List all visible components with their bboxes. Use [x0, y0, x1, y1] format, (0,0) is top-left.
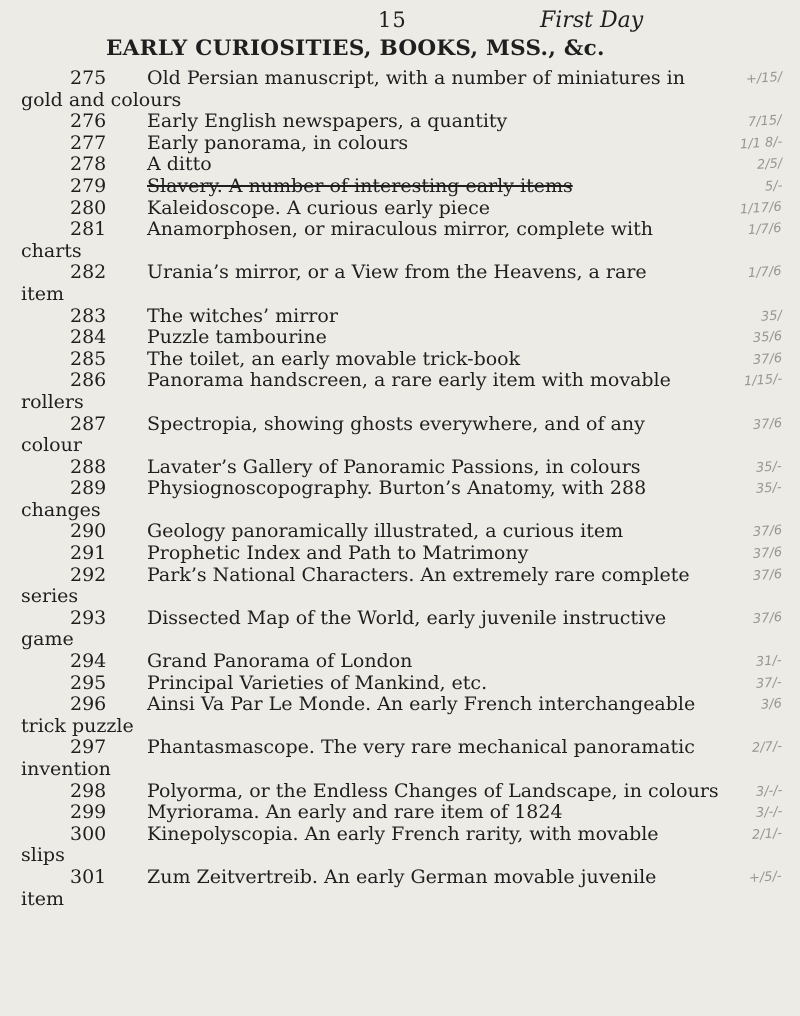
handwritten-price-note: 37/6 — [752, 566, 783, 584]
lot-number: 285 — [70, 347, 107, 370]
lot-entry — [0, 781, 800, 803]
lot-number: 280 — [70, 196, 107, 219]
lot-number: 298 — [70, 779, 107, 802]
lot-description: Zum Zeitvertreib. An early German movable juvenile — [147, 865, 657, 888]
lot-entry — [0, 262, 800, 305]
lot-number: 296 — [70, 693, 107, 716]
lot-entry — [0, 565, 800, 608]
lot-description: Panorama handscreen, a rare early item with movable — [147, 369, 671, 392]
handwritten-price-note: 37/6 — [752, 609, 783, 627]
lot-description: Myriorama. An early and rare item of 1824 — [147, 801, 563, 824]
lot-entry — [0, 673, 800, 695]
lot-number: 282 — [70, 261, 107, 284]
lot-number: 299 — [70, 801, 107, 824]
lot-entry — [0, 370, 800, 413]
lot-number: 278 — [70, 153, 107, 176]
lot-entry — [0, 457, 800, 479]
handwritten-price-note: 35/- — [755, 480, 783, 498]
catalogue-list — [0, 68, 800, 910]
lot-description: Lavater’s Gallery of Panoramic Passions, in colours — [147, 455, 641, 478]
section-title: EARLY CURIOSITIES, BOOKS, MSS., &c. — [106, 36, 605, 61]
lot-entry — [0, 543, 800, 565]
handwritten-price-note: +/5/- — [748, 868, 783, 887]
lot-description: Dissected Map of the World, early juvenile instructive — [147, 606, 667, 629]
lot-description: Physiognoscopography. Burton’s Anatomy, with 288 — [147, 477, 647, 500]
lot-number: 277 — [70, 131, 107, 154]
lot-number: 295 — [70, 671, 107, 694]
handwritten-price-note: 37/6 — [752, 545, 783, 563]
lot-number: 275 — [70, 67, 107, 89]
lot-number: 292 — [70, 563, 107, 586]
lot-entry — [0, 478, 800, 521]
lot-entry — [0, 111, 800, 133]
handwritten-price-note: 2/7/- — [751, 739, 783, 757]
lot-number: 276 — [70, 110, 107, 133]
lot-description: Principal Varieties of Mankind, etc. — [147, 671, 488, 694]
handwritten-price-note: 1/1 8/- — [739, 134, 783, 153]
handwritten-price-note: 35/ — [760, 307, 783, 325]
handwritten-price-note: 35/- — [755, 458, 783, 476]
lot-number: 294 — [70, 650, 107, 673]
handwritten-price-note: 3/-/- — [755, 782, 783, 800]
lot-number: 291 — [70, 542, 107, 565]
lot-description-continued: game — [21, 628, 74, 651]
lot-number: 288 — [70, 455, 107, 478]
handwritten-price-note: 2/5/ — [756, 156, 783, 174]
handwritten-price-note: 1/7/6 — [747, 264, 783, 282]
lot-entry — [0, 349, 800, 371]
lot-description-continued: gold and colours — [21, 88, 182, 111]
lot-entry — [0, 651, 800, 673]
lot-description-continued: invention — [21, 758, 111, 780]
lot-number: 289 — [70, 477, 107, 500]
lot-description-continued: item — [21, 887, 64, 910]
handwritten-price-note: 1/15/- — [743, 371, 783, 390]
handwritten-price-note: +/15/ — [745, 69, 783, 88]
handwritten-price-note: 1/7/6 — [747, 221, 783, 239]
lot-entry — [0, 68, 800, 111]
lot-number: 284 — [70, 326, 107, 349]
handwritten-price-note: 31/- — [755, 653, 783, 670]
lot-entry — [0, 521, 800, 543]
handwritten-price-note: 1/17/6 — [739, 199, 783, 218]
lot-description: Puzzle tambourine — [147, 326, 327, 349]
lot-description: Park’s National Characters. An extremely rare complete — [147, 563, 690, 586]
lot-description: Old Persian manuscript, with a number of miniatures in — [147, 67, 685, 89]
lot-description: Slavery. A number of interesting early items — [147, 174, 573, 197]
lot-description: The toilet, an early movable trick-book — [147, 347, 521, 370]
lot-description: Grand Panorama of London — [147, 650, 413, 673]
lot-description: Spectropia, showing ghosts everywhere, and of any — [147, 412, 645, 435]
lot-description-continued: item — [21, 282, 64, 305]
lot-description: Urania’s mirror, or a View from the Heavens, a rare — [147, 261, 647, 284]
handwritten-price-note: 37/6 — [752, 523, 783, 541]
handwritten-price-note: 37/6 — [752, 415, 783, 433]
lot-description: Anamorphosen, or miraculous mirror, complete with — [147, 218, 653, 241]
lot-description-continued: colour — [21, 434, 82, 457]
lot-number: 293 — [70, 606, 107, 629]
page-number: 15 — [378, 8, 407, 32]
handwritten-price-note: 7/15/ — [747, 113, 783, 131]
lot-description: The witches’ mirror — [147, 304, 338, 327]
handwritten-price-note: 3/-/- — [755, 804, 783, 822]
lot-number: 283 — [70, 304, 107, 327]
handwritten-price-note: 3/6 — [760, 696, 783, 713]
lot-entry — [0, 198, 800, 220]
handwritten-price-note: 37/- — [755, 674, 783, 692]
lot-description: Ainsi Va Par Le Monde. An early French interchangeable — [147, 693, 696, 716]
handwritten-price-note: 37/6 — [752, 350, 783, 368]
lot-description: Geology panoramically illustrated, a curious item — [147, 520, 624, 543]
lot-description: Kaleidoscope. A curious early piece — [147, 196, 490, 219]
lot-description-continued: slips — [21, 844, 65, 867]
lot-entry — [0, 694, 800, 737]
lot-number: 300 — [70, 822, 107, 845]
lot-number: 297 — [70, 736, 107, 759]
lot-description: Early English newspapers, a quantity — [147, 110, 508, 133]
lot-entry — [0, 414, 800, 457]
lot-entry — [0, 608, 800, 651]
lot-description: A ditto — [147, 153, 212, 176]
lot-number: 290 — [70, 520, 107, 543]
lot-entry — [0, 306, 800, 328]
lot-entry — [0, 737, 800, 780]
lot-description: Kinepolyscopia. An early French rarity, with movable — [147, 822, 659, 845]
lot-description-continued: charts — [21, 239, 82, 262]
lot-number: 301 — [70, 865, 107, 888]
lot-entry — [0, 867, 800, 910]
running-head: First Day — [540, 8, 644, 33]
lot-number: 287 — [70, 412, 107, 435]
lot-number: 279 — [70, 174, 107, 197]
lot-number: 281 — [70, 218, 107, 241]
lot-description-continued: rollers — [21, 390, 84, 413]
lot-entry — [0, 154, 800, 176]
lot-entry — [0, 176, 800, 198]
lot-entry — [0, 327, 800, 349]
lot-description-continued: changes — [21, 498, 101, 521]
handwritten-price-note: 35/6 — [752, 329, 783, 347]
lot-description: Early panorama, in colours — [147, 131, 409, 154]
lot-description-continued: series — [21, 585, 79, 608]
lot-entry — [0, 133, 800, 155]
lot-description: Phantasmascope. The very rare mechanical panoramatic — [147, 736, 695, 759]
lot-entry — [0, 824, 800, 867]
lot-description-continued: trick puzzle — [21, 714, 134, 737]
handwritten-price-note: 2/1/- — [751, 825, 783, 843]
lot-entry — [0, 219, 800, 262]
lot-description: Polyorma, or the Endless Changes of Landscape, in colours — [147, 779, 719, 802]
lot-description: Prophetic Index and Path to Matrimony — [147, 542, 529, 565]
handwritten-price-note: 5/- — [764, 178, 783, 195]
lot-entry — [0, 802, 800, 824]
lot-number: 286 — [70, 369, 107, 392]
